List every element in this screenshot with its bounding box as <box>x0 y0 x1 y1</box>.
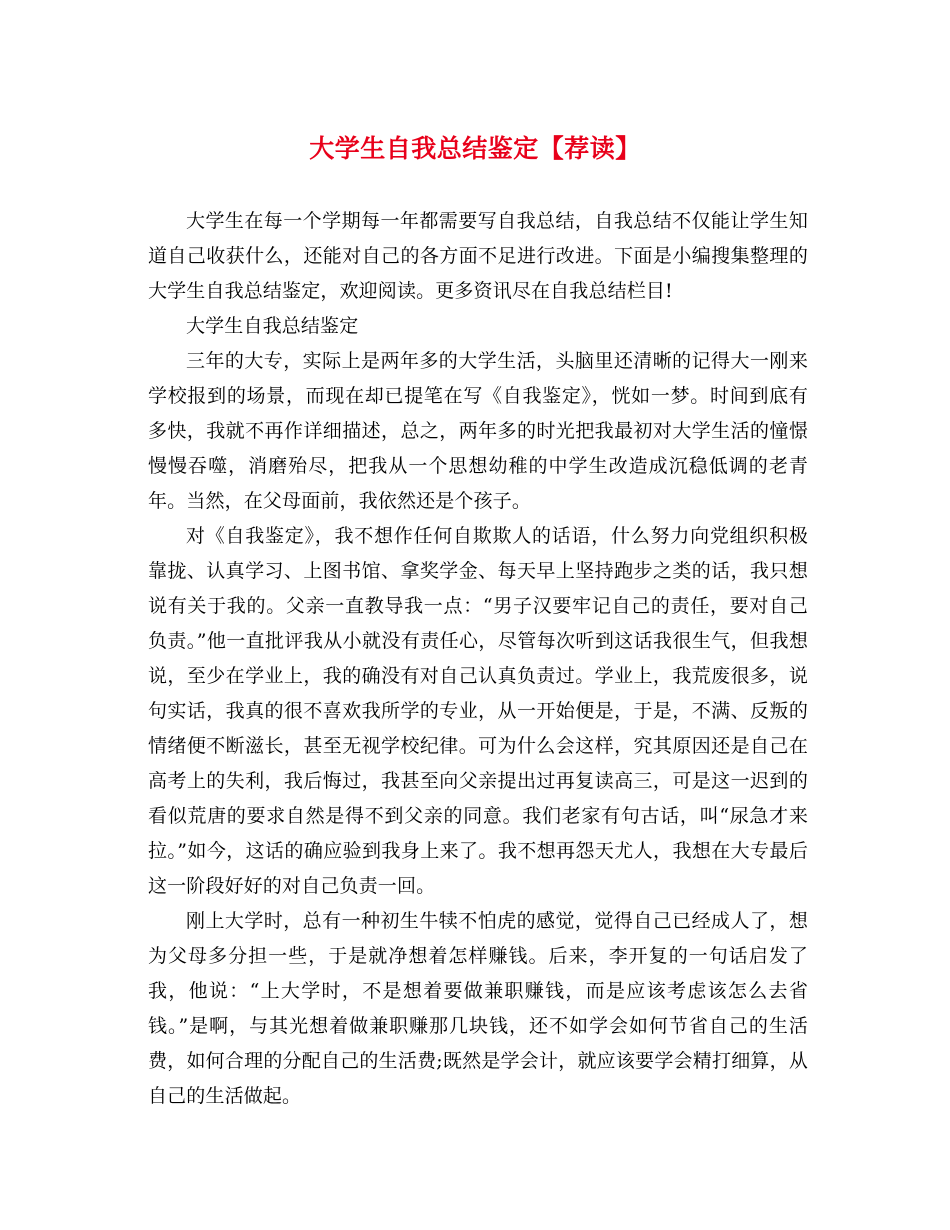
body-paragraph: 对《自我鉴定》，我不想作任何自欺欺人的话语，什么努力向党组织积极靠拢、认真学习、上图书馆、拿奖学金、每天早上坚持跑步之类的话，我只想说有关于我的。父亲一直教导我一点：“男子汉要牢记自己的责任，要对自己负责。”他一直批评我从小就没有责任心，尽管每次听到这话我很生气，但我想说，至少在学业上，我的确没有对自己认真负责过。学业上，我荒废很多，说句实话，我真的很不喜欢我所学的专业，从一开始便是，于是，不满、反叛的情绪便不断滋长，甚至无视学校纪律。可为什么会这样，究其原因还是自己在高考上的失利，我后悔过，我甚至向父亲提出过再复读高三，可是这一迟到的看似荒唐的要求自然是得不到父亲的同意。我们老家有句古话，叫“尿急才来拉。”如今，这话的确应验到我身上来了。我不想再怨天尤人，我想在大专最后这一阶段好好的对自己负责一回。 <box>148 525 808 897</box>
body-paragraph: 刚上大学时，总有一种初生牛犊不怕虎的感觉，觉得自己已经成人了，想为父母多分担一些，于是就净想着怎样赚钱。后来，李开复的一句话启发了我，他说：“上大学时，不是想着要做兼职赚钱，而是应该考虑该怎么去省钱。”是啊，与其光想着做兼职赚那几块钱，还不如学会如何节省自己的生活费，如何合理的分配自己的生活费;既然是学会计，就应该要学会精打细算，从自己的生活做起。 <box>148 910 808 1107</box>
section-heading: 大学生自我总结鉴定 <box>186 315 359 337</box>
intro-paragraph: 大学生在每一个学期每一年都需要写自我总结，自我总结不仅能让学生知道自己收获什么，还能对自己的各方面不足进行改进。下面是小编搜集整理的大学生自我总结鉴定，欢迎阅读。更多资讯尽在自我总结栏目! <box>148 210 808 302</box>
document-body <box>148 204 808 1114</box>
body-paragraph: 三年的大专，实际上是两年多的大学生活，头脑里还清晰的记得大一刚来学校报到的场景，而现在却已提笔在写《自我鉴定》，恍如一梦。时间到底有多快，我就不再作详细描述，总之，两年多的时光把我最初对大学生活的憧憬慢慢吞噬，消磨殆尽，把我从一个思想幼稚的中学生改造成沉稳低调的老青年。当然，在父母面前，我依然还是个孩子。 <box>148 350 808 512</box>
document-title: 大学生自我总结鉴定【荐读】 <box>309 134 641 163</box>
